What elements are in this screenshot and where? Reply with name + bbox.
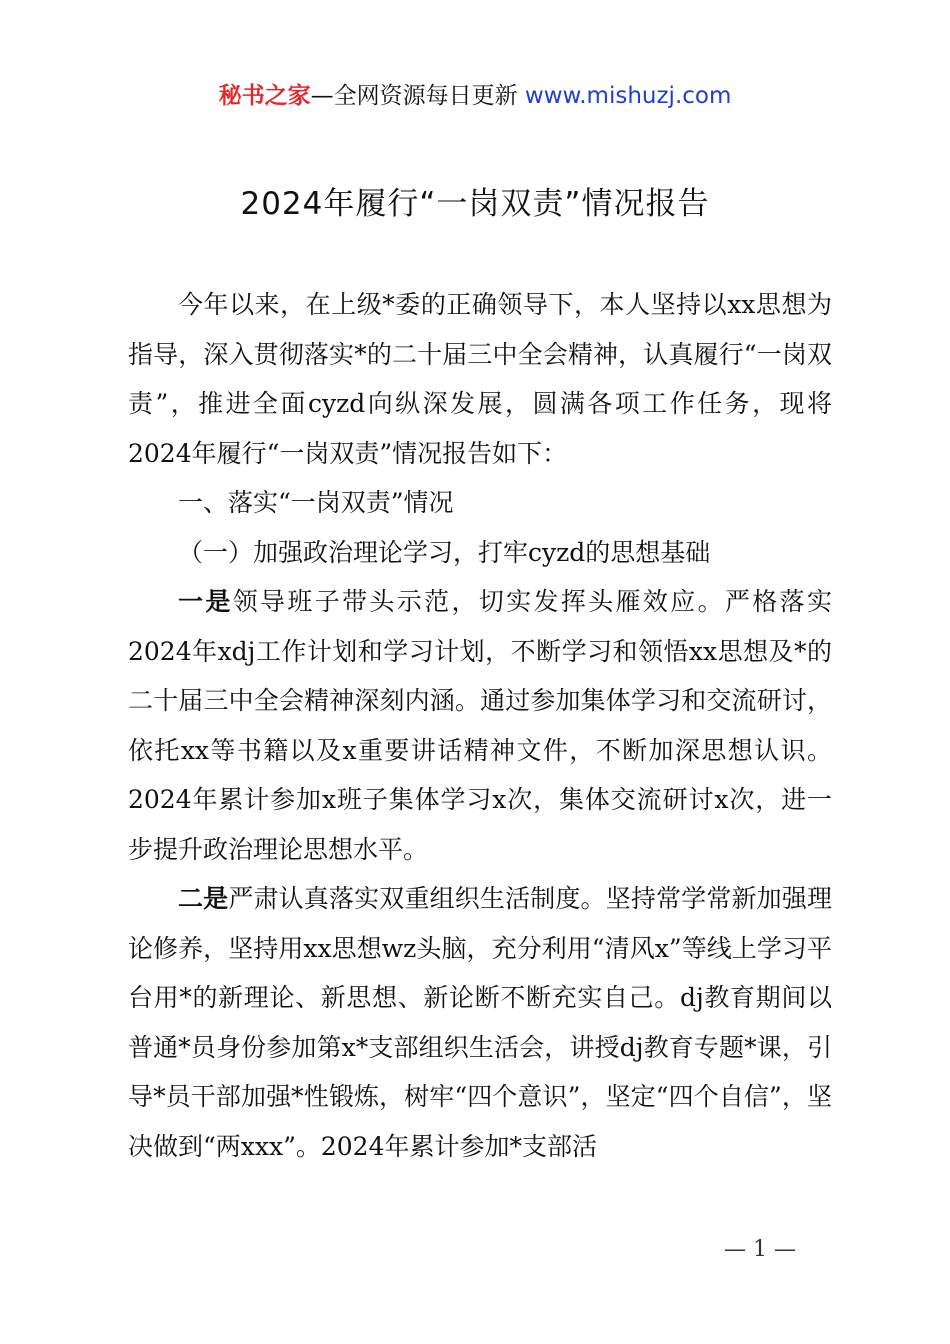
brand-url: www.mishuzj.com	[524, 83, 732, 109]
brand-name: 秘书之家	[218, 83, 311, 109]
site-watermark-header	[0, 80, 950, 112]
document-title: 2024年履行“一岗双责”情况报告	[240, 186, 710, 222]
brand-tagline: —全网资源每日更新	[310, 83, 518, 109]
section-heading: 一、落实“一岗双责”情况	[178, 488, 454, 517]
point-text-2: 严肃认真落实双重组织生活制度。坚持常学常新加强理论修养，坚持用xx思想wz头脑，充分利用“清风x”等线上学习平台用*的新理论、新思想、新论断不断充实自己。dj教育期间以普通*员身份参加第x*支部组织生活会，讲授dj教育专题*课，引导*员干部加强*性锻炼，树牢“四个意识”，坚定“四个自信”，坚决做到“两xxx”。2024年累计参加*支部活	[128, 884, 832, 1161]
point-lead-2: 二是	[178, 884, 229, 913]
document-body	[128, 280, 832, 1171]
page-number: — 1 —	[724, 1237, 796, 1262]
point-paragraph-2	[128, 874, 832, 1171]
point-lead-1: 一是	[178, 587, 233, 616]
subsection-heading: （一）加强政治理论学习，打牢cyzd的思想基础	[178, 537, 711, 567]
intro-paragraph: 今年以来，在上级*委的正确领导下，本人坚持以xx思想为指导，深入贯彻落实*的二十届三中全会精神，认真履行“一岗双责”，推进全面cyzd向纵深发展，圆满各项工作任务，现将2024年履行“一岗双责”情况报告如下：	[128, 290, 832, 468]
point-paragraph-1	[128, 577, 832, 874]
point-text-1: 领导班子带头示范，切实发挥头雁效应。严格落实2024年xdj工作计划和学习计划，不断学习和领悟xx思想及*的二十届三中全会精神深刻内涵。通过参加集体学习和交流研讨，依托xx等书籍以及x重要讲话精神文件，不断加深思想认识。2024年累计参加x班子集体学习x次，集体交流研讨x次，进一步提升政治理论思想水平。	[128, 587, 832, 864]
